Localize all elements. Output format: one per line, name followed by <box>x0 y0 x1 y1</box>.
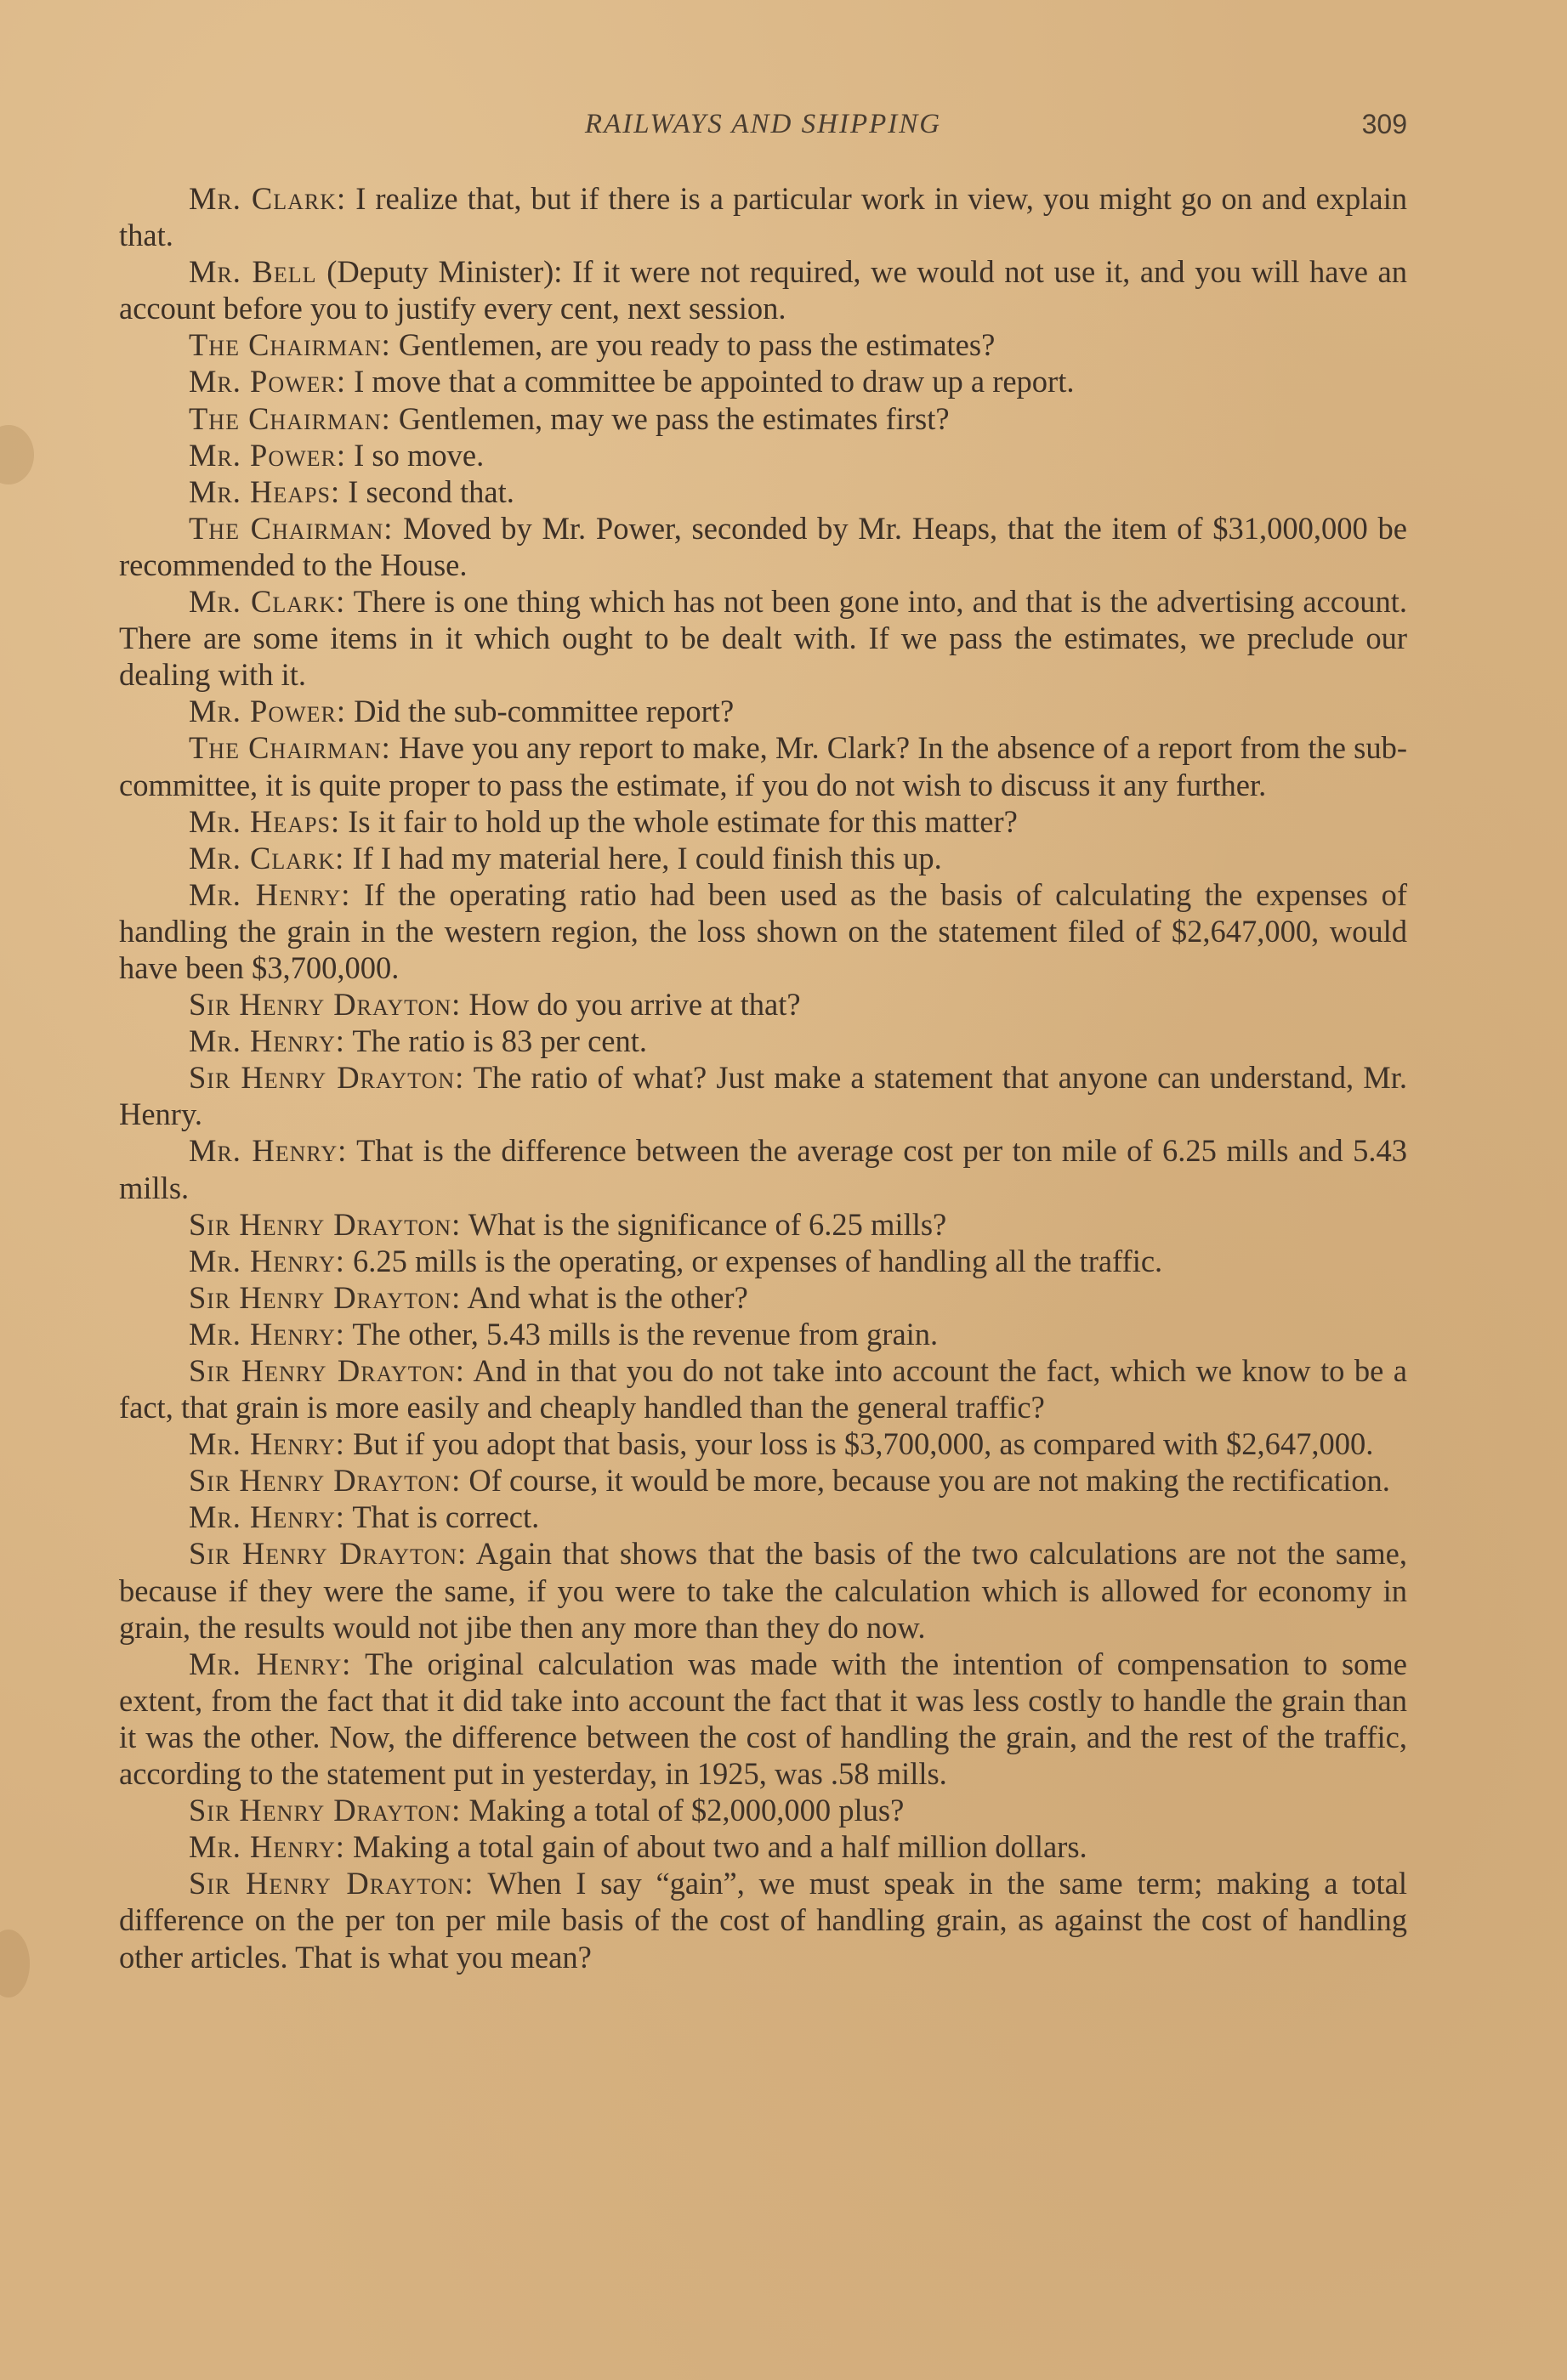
transcript-body <box>119 180 1407 1975</box>
speech-text: But if you adopt that basis, your loss is $3,700,000, as compared with $2,647,000. <box>344 1426 1374 1462</box>
speaker-name: Mr. Power: <box>189 694 347 729</box>
speaker-name: Sir Henry Drayton: <box>189 1463 462 1499</box>
dialogue-paragraph <box>119 363 1407 400</box>
dialogue-paragraph <box>119 400 1407 437</box>
speech-text: How do you arrive at that? <box>461 987 801 1023</box>
dialogue-paragraph <box>119 1499 1407 1535</box>
speaker-name: Mr. Henry: <box>189 1646 352 1681</box>
speaker-name: Sir Henry Drayton: <box>189 1793 462 1828</box>
speaker-name: Sir Henry Drayton: <box>189 1279 462 1315</box>
speech-text: When I say “gain”, we must speak in the same term; making a total difference on the per ton per mile basis of the cost of handling grain, as against the cost of handling other articles. That is what you mean? <box>119 1866 1407 1975</box>
speech-text: Making a total of $2,000,000 plus? <box>461 1793 905 1828</box>
speaker-name: The Chairman: <box>189 400 391 436</box>
speech-text: The ratio of what? Just make a statement that anyone can understand, Mr. Henry. <box>119 1060 1407 1132</box>
speech-text: Again that shows that the basis of the two calculations are not the same, because if they were the same, if you were to take the calculation which is allowed for economy in grain, the results would not jibe then any more than they do now. <box>119 1536 1407 1645</box>
speaker-name: The Chairman: <box>189 327 391 363</box>
dialogue-paragraph <box>119 1865 1407 1975</box>
speaker-name: Mr. Power: <box>189 437 347 473</box>
speech-text: The other, 5.43 mills is the revenue from grain. <box>344 1316 939 1352</box>
dialogue-paragraph <box>119 1132 1407 1205</box>
speaker-name: Mr. Henry: <box>189 1133 348 1169</box>
dialogue-paragraph <box>119 693 1407 729</box>
speech-text: (Deputy Minister): If it were not required, we would not use it, and you will have an account before you to justify every cent, next session. <box>119 254 1407 326</box>
speaker-name: Mr. Henry: <box>189 1023 345 1059</box>
speech-text: And what is the other? <box>461 1279 748 1315</box>
dialogue-paragraph <box>119 1206 1407 1243</box>
running-header <box>119 109 1407 151</box>
speech-text: Is it fair to hold up the whole estimate for this matter? <box>340 803 1018 839</box>
dialogue-paragraph <box>119 1535 1407 1645</box>
speaker-name: Mr. Henry: <box>189 876 351 912</box>
paper-stain <box>0 1930 30 1998</box>
speech-text: I so move. <box>346 437 485 473</box>
dialogue-paragraph <box>119 1023 1407 1059</box>
speech-text: Making a total gain of about two and a half million dollars. <box>344 1829 1087 1865</box>
speech-text: Did the sub-committee report? <box>346 694 735 729</box>
speech-text: That is correct. <box>344 1499 540 1535</box>
speaker-name: Mr. Power: <box>189 364 347 400</box>
speaker-name: Mr. Heaps: <box>189 473 341 509</box>
speech-text: If I had my material here, I could finish this up. <box>344 840 942 876</box>
speech-text: If the operating ratio had been used as the basis of calculating the expenses of handling the grain in the western region, the loss shown on the statement filed of $2,647,000, would have been $3,700,000. <box>119 876 1408 985</box>
dialogue-paragraph <box>119 253 1407 326</box>
running-title: RAILWAYS AND SHIPPING <box>584 109 942 139</box>
dialogue-paragraph <box>119 1316 1407 1352</box>
dialogue-paragraph <box>119 510 1407 583</box>
speech-text: I realize that, but if there is a particular work in view, you might go on and explain that. <box>119 181 1407 253</box>
speaker-name: Sir Henry Drayton: <box>189 1206 462 1242</box>
speech-text: Moved by Mr. Power, seconded by Mr. Heaps, that the item of $31,000,000 be recommended to the House. <box>119 510 1407 582</box>
speaker-name: Mr. Clark: <box>189 584 346 620</box>
speech-text: Gentlemen, may we pass the estimates first? <box>390 400 950 436</box>
dialogue-paragraph <box>119 986 1407 1023</box>
speech-text: I move that a committee be appointed to draw up a report. <box>346 364 1075 400</box>
speech-text: The ratio is 83 per cent. <box>344 1023 647 1059</box>
speech-text: That is the difference between the average cost per ton mile of 6.25 mills and 5.43 mills. <box>119 1133 1407 1205</box>
dialogue-paragraph <box>119 1059 1407 1132</box>
speech-text: I second that. <box>340 473 514 509</box>
dialogue-paragraph <box>119 437 1407 473</box>
dialogue-paragraph <box>119 583 1407 693</box>
speech-text: The original calculation was made with the intention of compensation to some extent, from the fact that it did take into account the fact that it was less costly to handle the grain than it was the other. Now, the difference between the cost of handling the grain, and the rest of the traffic, according to the statement put in yesterday, in 1925, was .58 mills. <box>119 1646 1407 1792</box>
dialogue-paragraph <box>119 840 1407 876</box>
speaker-name: The Chairman: <box>189 510 394 546</box>
dialogue-paragraph <box>119 1425 1407 1462</box>
speech-text: What is the significance of 6.25 mills? <box>461 1206 947 1242</box>
speech-text: Have you any report to make, Mr. Clark? In the absence of a report from the sub-committee, it is quite proper to pass the estimate, if you do not wish to discuss it any further. <box>119 730 1407 802</box>
dialogue-paragraph <box>119 803 1407 840</box>
speaker-name: Mr. Henry: <box>189 1829 345 1865</box>
dialogue-paragraph <box>119 1646 1407 1792</box>
speaker-name: Mr. Bell <box>189 254 317 290</box>
dialogue-paragraph <box>119 729 1407 802</box>
dialogue-paragraph <box>119 326 1407 363</box>
speech-text: 6.25 mills is the operating, or expenses of handling all the traffic. <box>344 1243 1163 1278</box>
speaker-name: Mr. Henry: <box>189 1426 345 1462</box>
speaker-name: Mr. Clark: <box>189 181 347 216</box>
dialogue-paragraph <box>119 876 1407 986</box>
speaker-name: The Chairman: <box>189 730 391 766</box>
speech-text: Of course, it would be more, because you are not making the rectification. <box>461 1463 1390 1499</box>
speaker-name: Sir Henry Drayton: <box>189 1536 468 1572</box>
speaker-name: Mr. Heaps: <box>189 803 341 839</box>
speech-text: There is one thing which has not been gone into, and that is the advertising account. There are some items in it which ought to be dealt with. If we pass the estimates, we preclude our dealing with it. <box>119 584 1407 693</box>
speaker-name: Sir Henry Drayton: <box>189 987 462 1023</box>
dialogue-paragraph <box>119 473 1407 510</box>
dialogue-paragraph <box>119 1352 1407 1425</box>
dialogue-paragraph <box>119 1243 1407 1279</box>
speaker-name: Sir Henry Drayton: <box>189 1866 474 1901</box>
dialogue-paragraph <box>119 180 1407 253</box>
speech-text: And in that you do not take into account the fact, which we know to be a fact, that grain is more easily and cheaply handled than the general traffic? <box>119 1353 1407 1425</box>
speaker-name: Mr. Clark: <box>189 840 345 876</box>
dialogue-paragraph <box>119 1462 1407 1499</box>
paper-stain <box>0 425 34 484</box>
speaker-name: Sir Henry Drayton: <box>189 1353 465 1388</box>
speaker-name: Mr. Henry: <box>189 1243 345 1278</box>
dialogue-paragraph <box>119 1828 1407 1865</box>
dialogue-paragraph <box>119 1279 1407 1316</box>
speech-text: Gentlemen, are you ready to pass the estimates? <box>390 327 996 363</box>
speaker-name: Sir Henry Drayton: <box>189 1060 465 1096</box>
page-number: 309 <box>1361 109 1407 139</box>
dialogue-paragraph <box>119 1792 1407 1828</box>
speaker-name: Mr. Henry: <box>189 1316 345 1352</box>
speaker-name: Mr. Henry: <box>189 1499 345 1535</box>
